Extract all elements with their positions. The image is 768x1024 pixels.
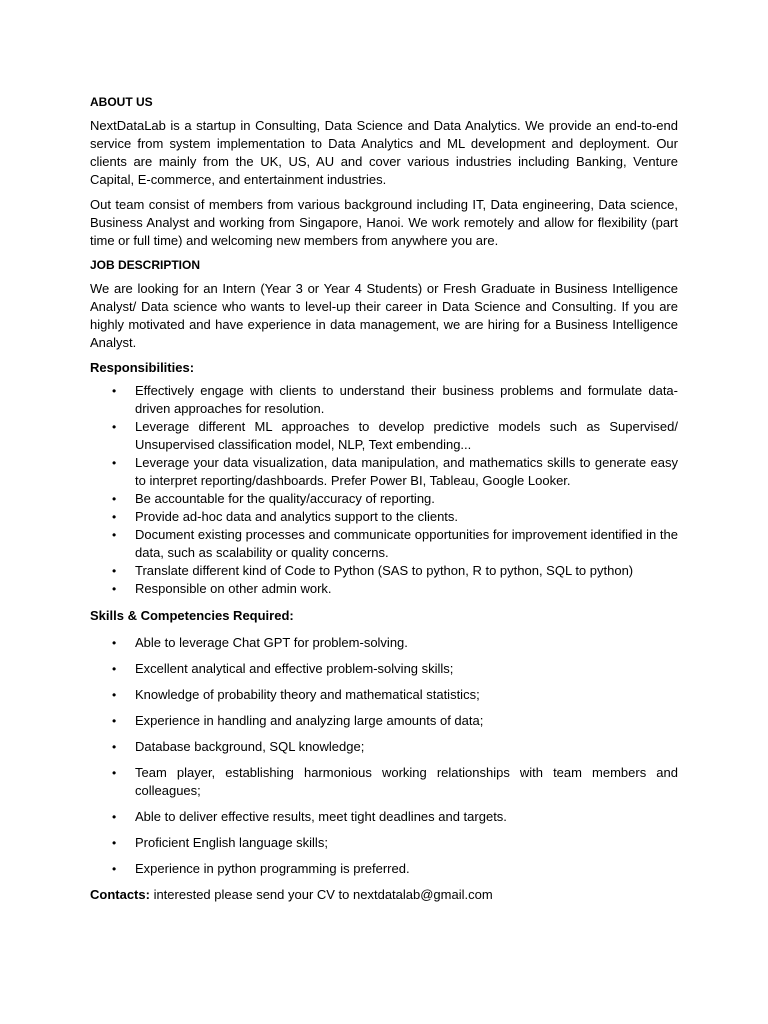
list-item	[90, 382, 678, 418]
list-item-text: Excellent analytical and effective problem-solving skills;	[135, 661, 454, 676]
bullet-icon: •	[112, 688, 117, 702]
list-item-text: Be accountable for the quality/accuracy of reporting.	[135, 491, 435, 506]
job-description-heading: JOB DESCRIPTION	[90, 258, 201, 272]
list-item-text: Translate different kind of Code to Python (SAS to python, R to python, SQL to python)	[135, 563, 634, 578]
list-item	[90, 660, 678, 678]
list-item-text: Responsible on other admin work.	[135, 581, 332, 596]
bullet-icon: •	[112, 636, 117, 650]
document-body	[90, 94, 678, 904]
responsibilities-heading: Responsibilities:	[90, 360, 195, 375]
list-item-text: Effectively engage with clients to understand their business problems and formulate data-driven approaches for resolution.	[135, 383, 678, 416]
about-paragraph-2: Out team consist of members from various background including IT, Data engineering, Data science, Business Analyst and working from Singapore, Hanoi. We work remotely and allow for flexibility (part time or full time) and welcoming new members from anywhere you are.	[90, 197, 678, 248]
list-item-text: Provide ad-hoc data and analytics support to the clients.	[135, 509, 459, 524]
list-item-text: Leverage your data visualization, data manipulation, and mathematics skills to generate easy to interpret reporting/dashboards. Prefer Power BI, Tableau, Google Looker.	[135, 455, 678, 488]
bullet-icon: •	[112, 766, 117, 780]
list-item-text: Knowledge of probability theory and mathematical statistics;	[135, 687, 480, 702]
list-item-text: Team player, establishing harmonious working relationships with team members and colleagues;	[135, 765, 678, 798]
list-item	[90, 526, 678, 562]
contacts-line	[90, 886, 678, 904]
bullet-icon: •	[112, 420, 117, 434]
responsibilities-list	[90, 382, 678, 598]
list-item	[90, 764, 678, 800]
list-item	[90, 712, 678, 730]
list-item-text: Document existing processes and communicate opportunities for improvement identified in the data, such as scalability or quality concerns.	[135, 527, 678, 560]
skills-list	[90, 634, 678, 878]
list-item	[90, 634, 678, 652]
bullet-icon: •	[112, 510, 117, 524]
list-item-text: Experience in python programming is preferred.	[135, 861, 410, 876]
list-item-text: Able to deliver effective results, meet tight deadlines and targets.	[135, 809, 507, 824]
skills-heading: Skills & Competencies Required:	[90, 608, 294, 623]
contacts-text: interested please send your CV to nextdatalab@gmail.com	[149, 887, 493, 902]
list-item-text: Database background, SQL knowledge;	[135, 739, 365, 754]
bullet-icon: •	[112, 564, 117, 578]
list-item	[90, 686, 678, 704]
bullet-icon: •	[112, 582, 117, 596]
list-item	[90, 738, 678, 756]
job-description-paragraph: We are looking for an Intern (Year 3 or Year 4 Students) or Fresh Graduate in Business Intelligence Analyst/ Data science who wants to level-up their career in Data Science and Consulting. If you are highly motivated and have experience in data management, we are hiring for a Business Intelligence Analyst.	[90, 281, 678, 350]
bullet-icon: •	[112, 384, 117, 398]
bullet-icon: •	[112, 836, 117, 850]
about-us-heading: ABOUT US	[90, 95, 153, 109]
bullet-icon: •	[112, 740, 117, 754]
list-item-text: Able to leverage Chat GPT for problem-solving.	[135, 635, 408, 650]
bullet-icon: •	[112, 810, 117, 824]
list-item-text: Experience in handling and analyzing large amounts of data;	[135, 713, 484, 728]
list-item	[90, 860, 678, 878]
bullet-icon: •	[112, 714, 117, 728]
bullet-icon: •	[112, 662, 117, 676]
about-paragraph-1: NextDataLab is a startup in Consulting, Data Science and Data Analytics. We provide an end-to-end service from system implementation to Data Analytics and ML development and deployment. Our clients are mainly from the UK, US, AU and cover various industries including Banking, Venture Capital, E-commerce, and entertainment industries.	[90, 118, 678, 187]
contacts-label: Contacts:	[90, 887, 150, 902]
list-item	[90, 508, 678, 526]
list-item-text: Leverage different ML approaches to develop predictive models such as Supervised/ Unsupervised classification model, NLP, Text embending...	[135, 419, 678, 452]
bullet-icon: •	[112, 492, 117, 506]
list-item	[90, 562, 678, 580]
list-item	[90, 808, 678, 826]
bullet-icon: •	[112, 862, 117, 876]
bullet-icon: •	[112, 528, 117, 542]
list-item	[90, 418, 678, 454]
bullet-icon: •	[112, 456, 117, 470]
list-item	[90, 580, 678, 598]
list-item	[90, 490, 678, 508]
list-item	[90, 834, 678, 852]
list-item	[90, 454, 678, 490]
list-item-text: Proficient English language skills;	[135, 835, 328, 850]
